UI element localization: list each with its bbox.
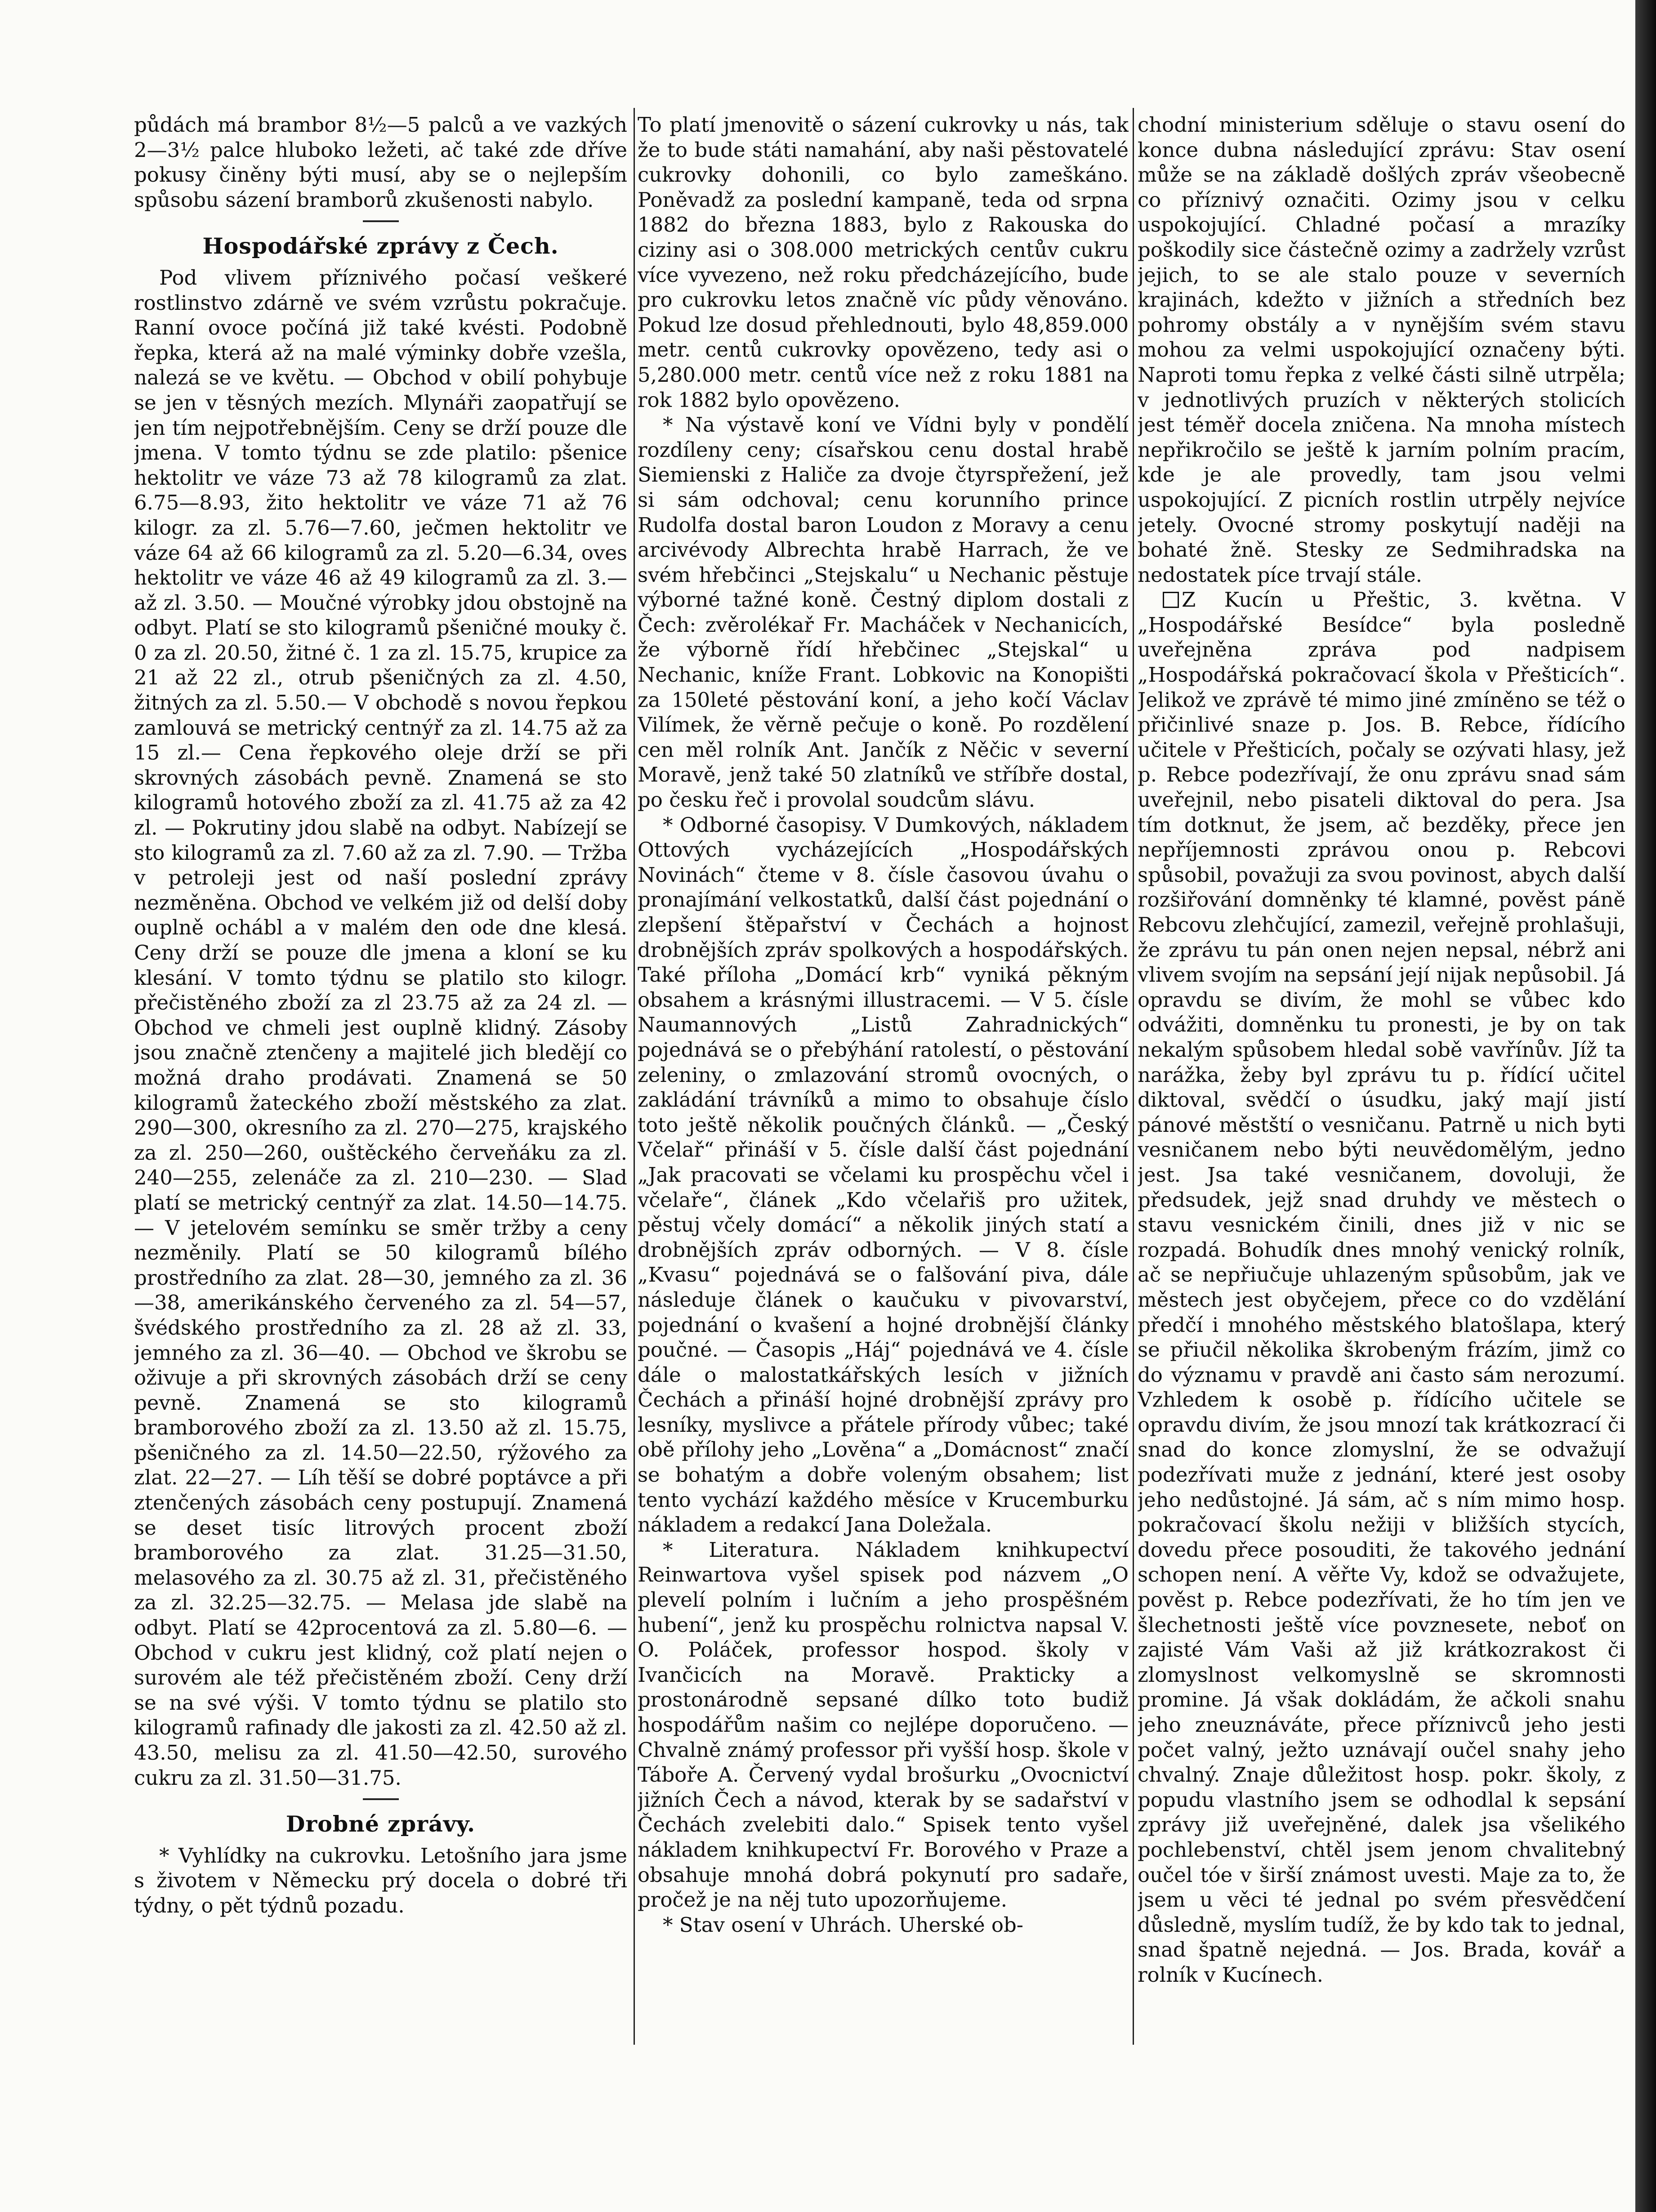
article-paragraph: * Literatura. Nákladem knihkupectví Reinwartova vyšel spisek pod názvem „O plevelí polním i lučním a jeho prospěšném hubení“, jenž ku prospěchu rolnictva napsal V. O. Poláček, professor hospod. školy v Ivančicích na Moravě. Prakticky a prostonárodně sepsané dílko toto budiž hospodářům našim co nejlépe doporučeno. — Chvalně známý professor při vyšší hosp. škole v Táboře A. Červený vydal brošurku „Ovocnictví jižních Čech a návod, kterak by se sadařství v Čechách zvelebiti dalo.“ Spisek tento vyšel nákladem knihkupectví Fr. Borového v Praze a obsahuje mnohá dobrá pokynutí pro sadaře, pročež je na něj tuto upozorňujeme. — [638, 1537, 1129, 1912]
section-rule — [363, 1798, 399, 1800]
article-paragraph-boxed — [1138, 587, 1625, 1987]
article-paragraph: Pod vlivem příznivého počasí veškeré rostlinstvo zdárně ve svém vzrůstu pokračuje. Ranní ovoce počíná již také kvésti. Podobně řepka, která až na malé výminky dobře vzešla, nalezá se ve květu. — Obchod v obilí pohybuje se jen v těsných mezích. Mlynáři zaopatřují se jen tím nejpotřebnějším. Ceny se drží pouze dle jmena. V tomto týdnu se zde platilo: pšenice hektolitr ve váze 73 až 78 kilogramů za zlat. 6.75—8.93, žito hektolitr ve váze 71 až 76 kilogr. za zl. 5.76—7.60, ječmen hektolitr ve váze 64 až 66 kilogramů za zl. 5.20—6.34, oves hektolitr ve váze 46 až 49 kilogramů za zl. 3.— až zl. 3.50. — Moučné výrobky jdou obstojně na odbyt. Platí se sto kilogramů pšeničné mouky č. 0 za zl. 20.50, žitné č. 1 za zl. 15.75, krupice za 21 až 22 zl., otrub pšeničných za zl. 4.50, žitných za zl. 5.50.— V obchodě s novou řepkou zamlouvá se metrický centnýř za zl. 14.75 až za 15 zl.— Cena řepkového oleje drží se při skrovných zásobách pevně. Znamená se sto kilogramů hotového zboží za zl. 41.75 až za 42 zl. — Pokrutiny jdou slabě na odbyt. Nabízejí se sto kilogramů za zl. 7.60 až za zl. 7.90. — Tržba v petroleji jest od naší poslední zprávy nezměněna. Obchod ve velkém již od delší doby ouplně ochábl a v malém den ode dne klesá. Ceny drží se pouze dle jmena a kloní se ku klesání. V tomto týdnu se platilo sto kilogr. přečistěného zboží za zl 23.75 až za 24 zl. — Obchod ve chmeli jest ouplně klidný. Zásoby jsou značně ztenčeny a majitelé jich bledějí co možná draho prodávati. Znamená se 50 kilogramů žateckého zboží městského za zlat. 290—300, okresního za zl. 270—275, krajského za zl. 250—260, ouštěckého červeňáku za zl. 240—255, zelenáče za zl. 210—230. — Slad platí se metrický centnýř za zlat. 14.50—14.75. — V jetelovém semínku se směr tržby a ceny nezměnily. Platí se 50 kilogramů bílého prostředního za zlat. 28—30, jemného za zl. 36—38, amerikánského červeného za zl. 54—57, švédského prostředního za zl. 28 až zl. 33, jemného za zl. 36—40. — Obchod ve škrobu se oživuje a při skrovných zásobách drží se ceny pevně. Znamená se sto kilogramů bramborového zboží za zl. 13.50 až zl. 15.75, pšeničného za zl. 14.50—22.50, rýžového za zlat. 22—27. — Líh těší se dobré poptávce a při ztenčených zásobách ceny postupují. Znamená se deset tisíc litrových procent zboží bramborového za zlat. 31.25—31.50, melasového za zl. 30.75 až zl. 31, přečistěného za zl. 32.25—32.75. — Melasa jde slabě na odbyt. Platí se 42procentová za zl. 5.80—6. — Obchod v cukru jest klidný, což platí nejen o surovém ale též přečistěném zboží. Ceny drží se na své výši. V tomto týdnu se platilo sto kilogramů rafinady dle jakosti za zl. 42.50 až zl. 43.50, melisu za zl. 41.50—42.50, surového cukru za zl. 31.50—31.75. — [134, 265, 627, 1790]
column-left — [134, 112, 627, 2046]
article-paragraph: To platí jmenovitě o sázení cukrovky u nás, tak že to bude státi namahání, aby naši pěstovatelé cukrovky dohonili, co bylo zameškáno. Poněvadž za poslední kampaně, teda od srpna 1882 do března 1883, bylo z Rakouska do ciziny asi o 308.000 metrických centův cukru více vyvezeno, než roku předcházejícího, bude pro cukrovku letos značně víc půdy věnováno. Pokud lze dosud přehlednouti, bylo 48,859.000 metr. centů cukrovky opovězeno, tedy asi o 5,280.000 metr. centů více než z roku 1881 na rok 1882 bylo opovězeno. — [638, 113, 1129, 412]
scan-edge-shadow — [1635, 0, 1656, 2212]
article-paragraph: * Vyhlídky na cukrovku. Letošního jara jsme s životem v Německu prý docela o dobré tři týdny, o pět týdnů pozadu. — [134, 1843, 627, 1917]
section-heading: Drobné zprávy. — [286, 1811, 476, 1837]
section-rule — [363, 220, 399, 222]
article-paragraph: * Odborné časopisy. V Dumkových, nákladem Ottových vycházejících „Hospodářských Novinách“ čteme v 8. čísle časovou úvahu o pronajímání velkostatků, další část pojednání o zlepšení štěpařství v Čechách a hojnost drobnějších zpráv spolkových a hospodářských. Také příloha „Domácí krb“ vyniká pěkným obsahem a krásnými illustracemi. — V 5. čísle Naumannových „Listů Zahradnických“ pojednává se o přebýhání ratolestí, o pěstování zeleniny, o zmlazování stromů ovocných, o zakládání trávníků a mimo to obsahuje číslo toto ještě několik poučných článků. — „Český Včelař“ přináší v 5. čísle další část pojednání „Jak pracovati se včelami ku prospěchu včel i včelaře“, článek „Kdo včelařiš pro užitek, pěstuj včely domácí“ a několik jiných statí a drobnějších zpráv odborných. — V 8. čísle „Kvasu“ pojednává se o falšování piva, dále následuje článek o kaučuku v pivovarství, pojednání o kvašení a hojné drobnější články poučné. — Časopis „Háj“ pojednává ve 4. čísle dále o malostatkářských lesích v jižních Čechách a přináší hojné drobnější zprávy pro lesníky, myslivce a přátele přírody vůbec; také obě přílohy jeho „Lověna“ a „Domácnost“ značí se bohatým a dobře voleným obsahem; list tento vychází každého měsíce v Krucemburku nákladem a redakcí Jana Doležala. — [638, 813, 1129, 1537]
section-heading: Hospodářské zprávy z Čech. — [202, 233, 559, 259]
square-bullet-icon — [1163, 592, 1179, 608]
column-divider — [1133, 108, 1134, 2045]
article-paragraph: půdách má brambor 8½—5 palců a ve vazkých 2—3½ palce hluboko ležeti, ač také zde dříve pokusy činěny býti musí, aby se o nejlepším spůsobu sázení bramborů zkušenosti nabylo. — [134, 113, 627, 212]
article-paragraph: * Na výstavě koní ve Vídni byly v pondělí rozdíleny ceny; císařskou cenu dostal hrabě Siemienski z Haliče za dvoje čtyrspřežení, jež si sám odchoval; cenu korunního prince Rudolfa dostal baron Loudon z Moravy a cenu arcivévody Albrechta hrabě Harrach, že ve svém hřebčinci „Stejskalu“ u Nechanic pěstuje výborné tažné koně. Čestný diplom dostali z Čech: zvěrolékař Fr. Macháček v Nechanicích, že výborně řídí hřebčinec „Stejskal“ u Nechanic, kníže Frant. Lobkovic na Konopišti za 150leté pěstování koní, a jeho kočí Václav Vilímek, že věrně pečuje o koně. Po rozdělení cen měl rolník Ant. Jančík z Něčic v severní Moravě, jenž také 50 zlatníků ve stříbře dostal, po česku řeč i provolal soudcům slávu. — [638, 413, 1129, 812]
column-right — [1138, 112, 1625, 2046]
column-middle — [638, 112, 1129, 2046]
column-divider — [634, 108, 635, 2045]
article-paragraph: chodní ministerium sděluje o stavu osení do konce dubna následující zprávu: Stav osení může se na základě došlých zpráv všeobecně co příznivý označiti. Ozimy jsou v celku uspokojující. Chladné počasí a mrazíky poškodily sice částečně ozimy a zadržely vzrůst jejich, to se ale stalo pouze v severních krajinách, kdežto v jižních a středních bez pohromy obstály a v nynějším svém stavu mohou za velmi uspokojující označeny býti. Naproti tomu řepka z velké části silně utrpěla; v jednotlivých pruzích v některých stolicích jest téměř docela zničena. Na mnoha místech nepřikročilo se ještě k jarním polním pracím, kde je ale provedly, tam jsou velmi uspokojující. Z picních rostlin utrpěly nejvíce jetely. Ovocné stromy poskytují naději na bohaté žně. Stesky ze Sedmihradska na nedostatek píce trvají stále. — [1138, 113, 1625, 587]
article-paragraph: * Stav osení v Uhrách. Uherské ob- — [663, 1913, 1023, 1937]
article-text: Z Kucín u Přeštic, 3. května. V „Hospodářské Besídce“ byla posledně uveřejněna zpráva pod nadpisem „Hospodářská pokračovací škola v Přešticích“. Jelikož ve zprávě té mimo jiné zmíněno se též o přičinlivé snaze p. Jos. B. Rebce, řídícího učitele v Přešticích, počaly se ozývati hlasy, jež p. Rebce podezřívají, že onu zprávu snad sám uveřejnil, nebo pisateli diktoval do pera. Jsa tím dotknut, že jsem, ač bezděky, přece jen nepříjemnosti zprávou onou p. Rebcovi spůsobil, považuji za svou povinost, abych další rozšiřování domněnky té klamné, pověst páně Rebcovu zlehčující, zamezil, veřejně prohlašuji, že zprávu tu pán onen nejen nepsal, nébrž ani vlivem svojím na sepsání její nijak nepůsobil. Já opravdu se divím, že mohl se vůbec kdo odvážiti, domněnku tu pronesti, je by on tak nekalým spůsobem hledal sobě vavřínův. Jíž ta narážka, žeby byl zprávu tu p. řídící učitel diktoval, svědčí o úsudku, jaký mají jistí pánové městští o vesničanu. Patrně u nich byti vesničanem nebo býti neuvědomělým, jedno jest. Jsa také vesničanem, dovoluji, že předsudek, jejž snad druhdy ve městech o stavu vesnickém činili, dnes již v nic se rozpadá. Bohudík dnes mnohý venický rolník, ač se nepřiučuje uhlazeným spůsobům, jak ve městech jest obyčejem, přece co do vzdělání předčí i mnohého městského blatošlapa, který se přiučil několika škrobeným frázím, jimž co do významu v pravdě ani často sám nerozumí. Vzhledem k osobě p. řídícího učitele se opravdu divím, že jsou mnozí tak krátkozrací či snad do konce zlomyslní, že se odvažují podezřívati muže z jednání, které jest osoby jeho nedůstojné. Já sám, ač s ním mimo hosp. pokračovací školu nežiji v bližších stycích, dovedu přece posouditi, že takového jednání schopen není. A věřte Vy, kdož se odvažujete, pověst p. Rebce podezřívati, že ho tím jen ve šlechetnosti ještě více povznesete, neboť on zajisté Vám Vaši až již krátkozrakost či zlomyslnost velkomyslně se skromnosti promine. Já však dokládám, že ačkoli snahu jeho zneuznáváte, přece příznivců jeho jesti počet valný, ježto uznávají oučel snahy jeho chvalný. Znaje důležitost hosp. pokr. školy, z popudu vlastního jsem se odhodlal k sepsání zprávy již uveřejněné, dalek jsa všelikého pochlebenství, chtěl jsem jenom chvalitebný oučel tóe v širší známost uvesti. Maje za to, že jsem u věci té jednal po svém přesvědčení důsledně, myslím tudíž, že by kdo tak to jednal, snad špatně nejedná. — Jos. Brada, kovář a rolník v Kucínech. — [1138, 588, 1625, 1987]
